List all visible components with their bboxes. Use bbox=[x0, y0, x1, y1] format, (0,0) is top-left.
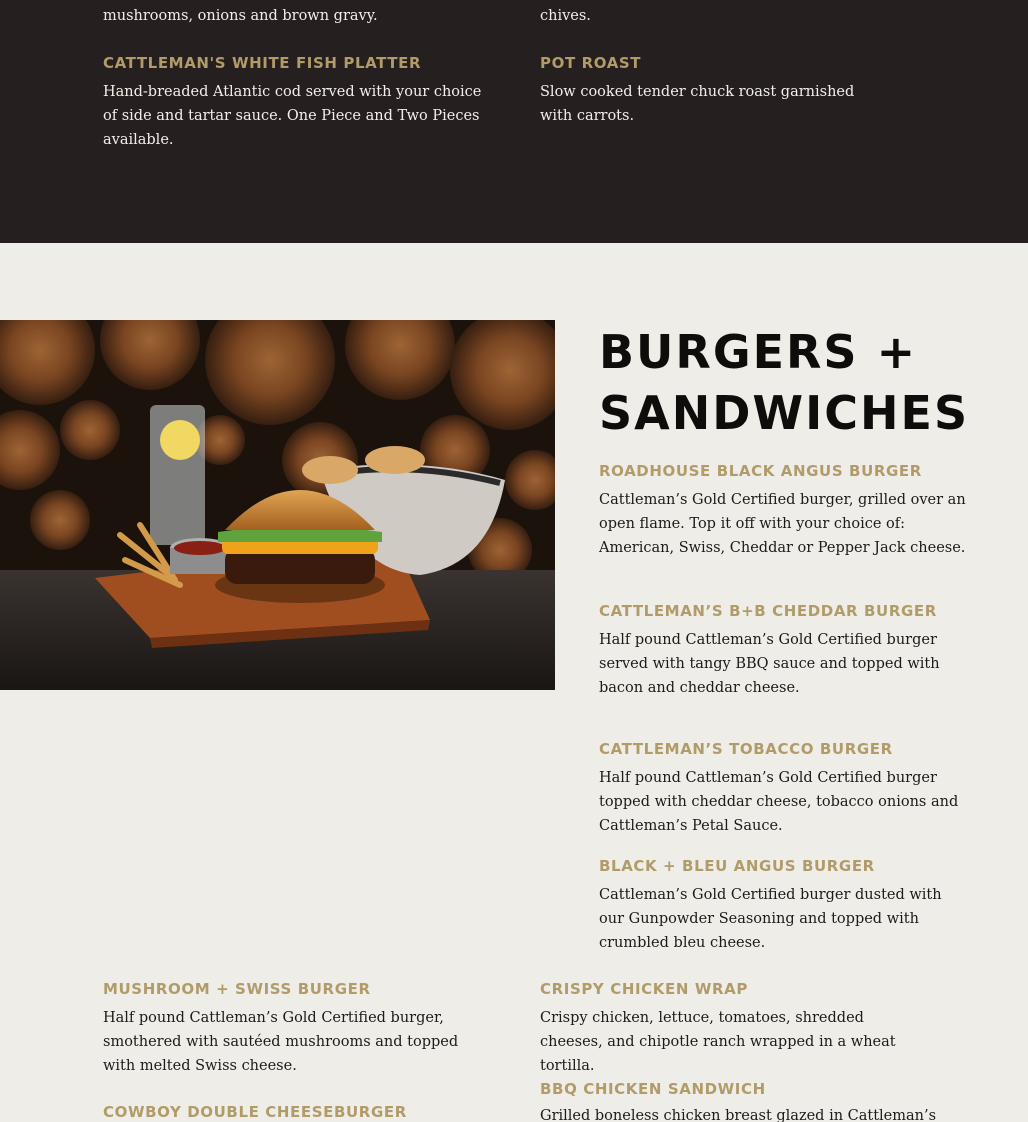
section-title-line1: BURGERS + bbox=[599, 325, 918, 379]
menu-item-desc: Hand-breaded Atlantic cod served with your choice of side and tartar sauce. One Piece and Two Pieces available. bbox=[103, 84, 482, 148]
menu-item-desc: Grilled boneless chicken breast glazed in Cattleman’s bbox=[540, 1108, 937, 1122]
menu-item-title: BBQ CHICKEN SANDWICH bbox=[540, 1080, 766, 1098]
burger-platter-image bbox=[0, 320, 555, 690]
menu-item-desc: Cattleman’s Gold Certified burger dusted with our Gunpowder Seasoning and topped with crumbled bleu cheese. bbox=[599, 887, 942, 951]
menu-item-title: CATTLEMAN’S TOBACCO BURGER bbox=[599, 740, 893, 758]
menu-item-title: BLACK + BLEU ANGUS BURGER bbox=[599, 857, 875, 875]
menu-item-title: MUSHROOM + SWISS BURGER bbox=[103, 980, 371, 998]
menu-item-desc: Half pound Cattleman’s Gold Certified burger served with tangy BBQ sauce and topped with bacon and cheddar cheese. bbox=[599, 632, 940, 696]
menu-item-title: ROADHOUSE BLACK ANGUS BURGER bbox=[599, 462, 922, 480]
burger-photo bbox=[0, 320, 555, 690]
item-desc: mushrooms, onions and brown gravy. bbox=[103, 8, 378, 24]
item-desc: chives. bbox=[540, 8, 591, 24]
menu-item-title: CATTLEMAN'S WHITE FISH PLATTER bbox=[103, 54, 422, 72]
menu-item-desc: Crispy chicken, lettuce, tomatoes, shredded cheeses, and chipotle ranch wrapped in a wheat tortilla. bbox=[540, 1010, 896, 1074]
dark-menu-section bbox=[0, 0, 1028, 243]
menu-item-title: POT ROAST bbox=[540, 54, 642, 72]
menu-item-title: COWBOY DOUBLE CHEESEBURGER bbox=[103, 1103, 407, 1121]
menu-item-desc: Slow cooked tender chuck roast garnished with carrots. bbox=[540, 84, 855, 124]
menu-item-title: CATTLEMAN’S B+B CHEDDAR BURGER bbox=[599, 602, 937, 620]
section-title bbox=[599, 322, 1019, 444]
menu-item-desc: Half pound Cattleman’s Gold Certified burger, smothered with sautéed mushrooms and topped with melted Swiss cheese. bbox=[103, 1010, 459, 1074]
menu-item-desc: Half pound Cattleman’s Gold Certified burger topped with cheddar cheese, tobacco onions and Cattleman’s Petal Sauce. bbox=[599, 770, 959, 834]
section-title-line2: SANDWICHES bbox=[599, 386, 970, 440]
menu-item-title: CRISPY CHICKEN WRAP bbox=[540, 980, 748, 998]
menu-item-desc: Cattleman’s Gold Certified burger, grilled over an open flame. Top it off with your choice of: American, Swiss, Cheddar or Pepper Jack cheese. bbox=[599, 492, 966, 556]
